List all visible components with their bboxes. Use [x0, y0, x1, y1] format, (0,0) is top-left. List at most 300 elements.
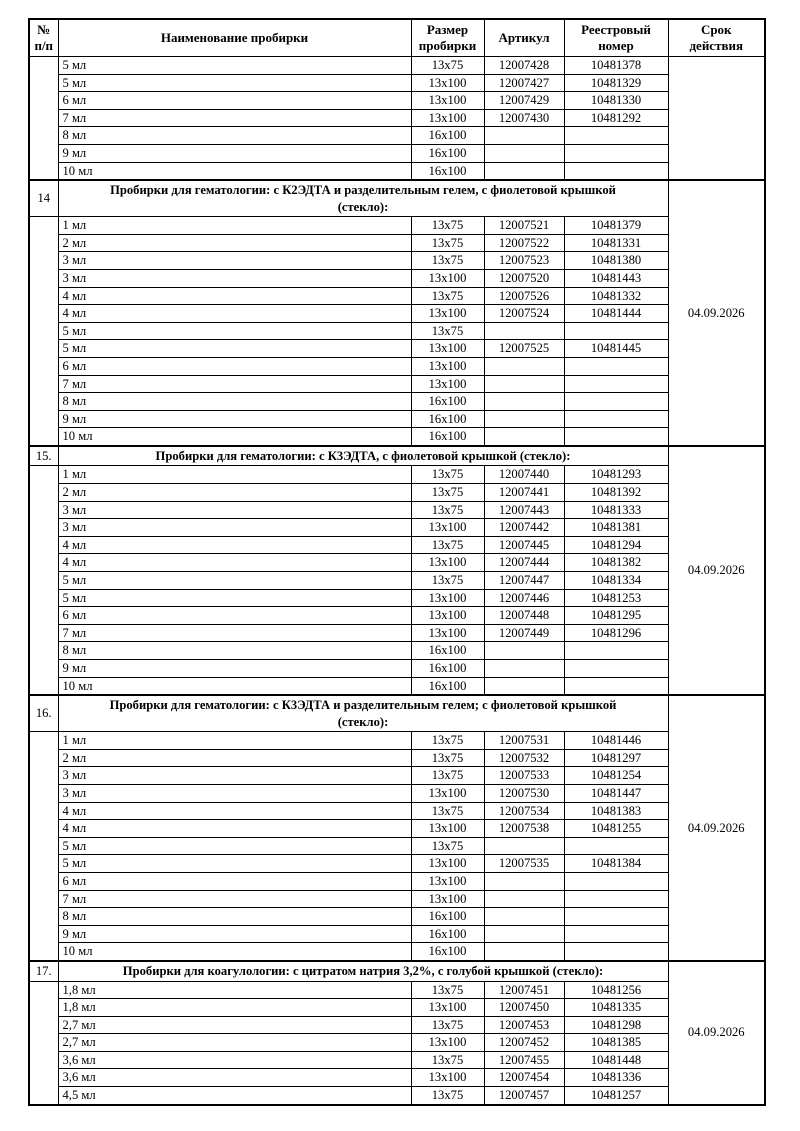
cell-size: 16x100 [411, 410, 484, 428]
section-header-row [29, 961, 765, 981]
cell-registry [564, 890, 668, 908]
cell-article [484, 925, 564, 943]
column-header-registry [564, 19, 668, 57]
section-number: 14 [29, 180, 58, 217]
cell-registry: 10481443 [564, 269, 668, 287]
cell-size: 13x100 [411, 305, 484, 323]
cell-size: 13x100 [411, 999, 484, 1017]
cell-article: 12007526 [484, 287, 564, 305]
cell-size: 16x100 [411, 943, 484, 961]
column-header-registry-line2: номер [598, 38, 634, 53]
cell-registry: 10481333 [564, 501, 668, 519]
cell-size: 13x75 [411, 749, 484, 767]
table-row [29, 340, 765, 358]
table-row [29, 872, 765, 890]
table-row [29, 802, 765, 820]
table-row [29, 943, 765, 961]
cell-registry: 10481295 [564, 607, 668, 625]
cell-name: 5 мл [58, 74, 411, 92]
cell-registry [564, 357, 668, 375]
table-header-row [29, 19, 765, 57]
cell-size: 13x100 [411, 519, 484, 537]
cell-article: 12007444 [484, 554, 564, 572]
cell-registry: 10481329 [564, 74, 668, 92]
cell-registry: 10481383 [564, 802, 668, 820]
cell-size: 16x100 [411, 393, 484, 411]
cell-registry: 10481254 [564, 767, 668, 785]
cell-name: 4,5 мл [58, 1087, 411, 1105]
cell-size: 13x100 [411, 589, 484, 607]
cell-size: 13x100 [411, 109, 484, 127]
cell-article [484, 375, 564, 393]
cell-size: 13x100 [411, 607, 484, 625]
cell-article: 12007455 [484, 1051, 564, 1069]
cell-article [484, 908, 564, 926]
cell-name: 8 мл [58, 127, 411, 145]
cell-name: 2 мл [58, 234, 411, 252]
cell-size: 13x75 [411, 1087, 484, 1105]
cell-name: 4 мл [58, 305, 411, 323]
cell-article: 12007451 [484, 981, 564, 999]
cell-registry: 10481444 [564, 305, 668, 323]
table-row [29, 466, 765, 484]
cell-registry: 10481392 [564, 484, 668, 502]
cell-name: 3 мл [58, 784, 411, 802]
cell-registry [564, 144, 668, 162]
column-header-size-line1: Размер [426, 22, 469, 37]
table-row [29, 749, 765, 767]
cell-article: 12007440 [484, 466, 564, 484]
column-header-validity-line2: действия [689, 38, 744, 53]
cell-registry: 10481256 [564, 981, 668, 999]
table-row [29, 428, 765, 446]
cell-name: 1,8 мл [58, 999, 411, 1017]
cell-registry [564, 393, 668, 411]
section-number-empty [29, 981, 58, 1105]
cell-registry: 10481445 [564, 340, 668, 358]
cell-article: 12007453 [484, 1016, 564, 1034]
table-row [29, 999, 765, 1017]
cell-article: 12007447 [484, 572, 564, 590]
cell-registry: 10481257 [564, 1087, 668, 1105]
cell-registry [564, 375, 668, 393]
table-row [29, 234, 765, 252]
cell-registry [564, 677, 668, 695]
cell-name: 6 мл [58, 872, 411, 890]
cell-size: 16x100 [411, 144, 484, 162]
column-header-validity-line1: Срок [700, 22, 732, 37]
table-row [29, 554, 765, 572]
section-number-empty [29, 57, 58, 181]
cell-size: 13x100 [411, 74, 484, 92]
cell-article [484, 660, 564, 678]
cell-size: 13x75 [411, 802, 484, 820]
product-table [28, 18, 766, 1106]
cell-name: 3,6 мл [58, 1051, 411, 1069]
table-row [29, 322, 765, 340]
cell-name: 10 мл [58, 428, 411, 446]
table-row [29, 410, 765, 428]
table-row [29, 1051, 765, 1069]
cell-name: 9 мл [58, 144, 411, 162]
cell-name: 5 мл [58, 57, 411, 75]
cell-article [484, 357, 564, 375]
cell-name: 4 мл [58, 287, 411, 305]
table-row [29, 536, 765, 554]
cell-article: 12007533 [484, 767, 564, 785]
cell-size: 13x75 [411, 767, 484, 785]
column-header-article: Артикул [484, 19, 564, 57]
cell-registry: 10481334 [564, 572, 668, 590]
cell-registry: 10481331 [564, 234, 668, 252]
column-header-size [411, 19, 484, 57]
cell-registry: 10481378 [564, 57, 668, 75]
cell-article [484, 642, 564, 660]
cell-registry [564, 410, 668, 428]
cell-article [484, 428, 564, 446]
cell-size: 13x75 [411, 57, 484, 75]
cell-registry: 10481297 [564, 749, 668, 767]
cell-name: 2,7 мл [58, 1034, 411, 1052]
cell-article: 12007531 [484, 732, 564, 750]
cell-registry: 10481253 [564, 589, 668, 607]
cell-name: 1,8 мл [58, 981, 411, 999]
cell-name: 5 мл [58, 322, 411, 340]
cell-article: 12007534 [484, 802, 564, 820]
cell-article: 12007532 [484, 749, 564, 767]
section-number: 16. [29, 695, 58, 732]
cell-size: 13x100 [411, 375, 484, 393]
cell-size: 13x100 [411, 92, 484, 110]
cell-registry [564, 642, 668, 660]
cell-size: 13x100 [411, 1034, 484, 1052]
table-row [29, 784, 765, 802]
cell-name: 8 мл [58, 908, 411, 926]
table-row [29, 162, 765, 180]
cell-name: 5 мл [58, 340, 411, 358]
section-number-empty [29, 466, 58, 695]
cell-registry [564, 943, 668, 961]
cell-name: 7 мл [58, 890, 411, 908]
section-number: 15. [29, 446, 58, 466]
cell-registry: 10481448 [564, 1051, 668, 1069]
cell-name: 8 мл [58, 642, 411, 660]
cell-article: 12007523 [484, 252, 564, 270]
cell-size: 13x75 [411, 536, 484, 554]
cell-article: 12007452 [484, 1034, 564, 1052]
table-row [29, 393, 765, 411]
validity-value [668, 57, 765, 181]
cell-registry: 10481255 [564, 820, 668, 838]
cell-name: 5 мл [58, 837, 411, 855]
cell-registry: 10481385 [564, 1034, 668, 1052]
section-number-empty [29, 217, 58, 446]
cell-article: 12007430 [484, 109, 564, 127]
cell-registry: 10481296 [564, 624, 668, 642]
cell-article: 12007448 [484, 607, 564, 625]
cell-article [484, 144, 564, 162]
cell-article: 12007443 [484, 501, 564, 519]
cell-article: 12007450 [484, 999, 564, 1017]
table-row [29, 589, 765, 607]
cell-article [484, 677, 564, 695]
cell-name: 7 мл [58, 375, 411, 393]
cell-article: 12007530 [484, 784, 564, 802]
cell-size: 13x75 [411, 981, 484, 999]
table-row [29, 624, 765, 642]
cell-name: 1 мл [58, 732, 411, 750]
cell-name: 7 мл [58, 624, 411, 642]
table-row [29, 501, 765, 519]
table-row [29, 252, 765, 270]
cell-article: 12007445 [484, 536, 564, 554]
cell-article [484, 322, 564, 340]
table-row [29, 837, 765, 855]
cell-article: 12007538 [484, 820, 564, 838]
table-row [29, 127, 765, 145]
cell-size: 16x100 [411, 162, 484, 180]
table-row [29, 1069, 765, 1087]
cell-name: 2 мл [58, 484, 411, 502]
cell-size: 13x75 [411, 322, 484, 340]
column-header-number [29, 19, 58, 57]
table-row [29, 607, 765, 625]
cell-size: 13x100 [411, 554, 484, 572]
cell-name: 10 мл [58, 162, 411, 180]
cell-name: 4 мл [58, 802, 411, 820]
cell-article: 12007521 [484, 217, 564, 235]
column-header-size-line2: пробирки [418, 38, 477, 53]
validity-value: 04.09.2026 [668, 180, 765, 446]
cell-size: 13x75 [411, 252, 484, 270]
cell-article: 12007454 [484, 1069, 564, 1087]
cell-size: 13x75 [411, 572, 484, 590]
cell-registry: 10481335 [564, 999, 668, 1017]
cell-size: 16x100 [411, 127, 484, 145]
table-row [29, 287, 765, 305]
table-row [29, 92, 765, 110]
table-row [29, 925, 765, 943]
cell-registry [564, 872, 668, 890]
cell-registry [564, 660, 668, 678]
cell-article: 12007457 [484, 1087, 564, 1105]
cell-name: 6 мл [58, 607, 411, 625]
cell-registry [564, 428, 668, 446]
validity-value: 04.09.2026 [668, 695, 765, 961]
cell-article: 12007520 [484, 269, 564, 287]
cell-size: 13x100 [411, 357, 484, 375]
table-row [29, 981, 765, 999]
section-title: Пробирки для коагулологии: с цитратом натрия 3,2%, с голубой крышкой (стекло): [58, 961, 668, 981]
cell-article: 12007427 [484, 74, 564, 92]
section-number-empty [29, 732, 58, 961]
cell-size: 13x75 [411, 1016, 484, 1034]
table-row [29, 484, 765, 502]
table-row [29, 572, 765, 590]
cell-name: 6 мл [58, 92, 411, 110]
column-header-registry-line1: Реестровый [581, 22, 651, 37]
cell-article: 12007449 [484, 624, 564, 642]
section-header-row [29, 180, 765, 217]
cell-registry: 10481292 [564, 109, 668, 127]
cell-name: 10 мл [58, 677, 411, 695]
cell-registry: 10481447 [564, 784, 668, 802]
cell-name: 5 мл [58, 572, 411, 590]
cell-size: 13x100 [411, 820, 484, 838]
cell-name: 2 мл [58, 749, 411, 767]
cell-name: 3 мл [58, 767, 411, 785]
cell-name: 2,7 мл [58, 1016, 411, 1034]
section-title: Пробирки для гематологии: с К3ЭДТА, с фиолетовой крышкой (стекло): [58, 446, 668, 466]
cell-article: 12007524 [484, 305, 564, 323]
cell-article: 12007522 [484, 234, 564, 252]
cell-size: 16x100 [411, 677, 484, 695]
cell-article: 12007428 [484, 57, 564, 75]
cell-size: 13x75 [411, 501, 484, 519]
table-row [29, 890, 765, 908]
cell-name: 5 мл [58, 589, 411, 607]
cell-name: 10 мл [58, 943, 411, 961]
cell-name: 4 мл [58, 554, 411, 572]
cell-registry [564, 908, 668, 926]
section-number: 17. [29, 961, 58, 981]
column-header-validity [668, 19, 765, 57]
cell-size: 13x100 [411, 784, 484, 802]
cell-name: 4 мл [58, 820, 411, 838]
cell-registry [564, 925, 668, 943]
table-row [29, 109, 765, 127]
table-row [29, 677, 765, 695]
cell-name: 3 мл [58, 519, 411, 537]
cell-registry: 10481298 [564, 1016, 668, 1034]
table-row [29, 767, 765, 785]
cell-size: 13x100 [411, 624, 484, 642]
cell-size: 13x100 [411, 1069, 484, 1087]
cell-registry [564, 127, 668, 145]
cell-registry [564, 322, 668, 340]
cell-name: 8 мл [58, 393, 411, 411]
cell-name: 6 мл [58, 357, 411, 375]
table-row [29, 375, 765, 393]
cell-registry: 10481330 [564, 92, 668, 110]
table-row [29, 660, 765, 678]
cell-article [484, 837, 564, 855]
cell-size: 13x75 [411, 466, 484, 484]
cell-article: 12007525 [484, 340, 564, 358]
table-row [29, 820, 765, 838]
table-row [29, 57, 765, 75]
cell-size: 13x75 [411, 484, 484, 502]
cell-size: 13x100 [411, 855, 484, 873]
cell-registry: 10481382 [564, 554, 668, 572]
cell-size: 13x100 [411, 340, 484, 358]
cell-article: 12007535 [484, 855, 564, 873]
table-body [29, 57, 765, 1105]
section-title: Пробирки для гематологии: с К3ЭДТА и разделительным гелем; с фиолетовой крышкой (стекло): [58, 695, 668, 732]
cell-size: 13x100 [411, 890, 484, 908]
column-header-number-line1: № [37, 22, 51, 37]
cell-article: 12007442 [484, 519, 564, 537]
section-header-row [29, 446, 765, 466]
cell-size: 16x100 [411, 908, 484, 926]
cell-registry: 10481336 [564, 1069, 668, 1087]
cell-size: 13x75 [411, 732, 484, 750]
table-row [29, 855, 765, 873]
cell-size: 13x75 [411, 837, 484, 855]
cell-name: 7 мл [58, 109, 411, 127]
cell-article: 12007446 [484, 589, 564, 607]
cell-article: 12007441 [484, 484, 564, 502]
table-row [29, 74, 765, 92]
cell-article [484, 162, 564, 180]
table-row [29, 357, 765, 375]
cell-name: 5 мл [58, 855, 411, 873]
cell-size: 13x100 [411, 269, 484, 287]
cell-name: 3 мл [58, 252, 411, 270]
cell-size: 13x100 [411, 872, 484, 890]
table-row [29, 732, 765, 750]
table-row [29, 144, 765, 162]
cell-size: 16x100 [411, 925, 484, 943]
cell-article [484, 890, 564, 908]
cell-name: 1 мл [58, 466, 411, 484]
table-row [29, 908, 765, 926]
column-header-name: Наименование пробирки [58, 19, 411, 57]
table-row [29, 519, 765, 537]
table-row [29, 305, 765, 323]
table-row [29, 217, 765, 235]
cell-size: 16x100 [411, 428, 484, 446]
cell-article [484, 127, 564, 145]
cell-name: 4 мл [58, 536, 411, 554]
cell-name: 3 мл [58, 501, 411, 519]
table-row [29, 1034, 765, 1052]
cell-size: 13x75 [411, 217, 484, 235]
cell-registry: 10481446 [564, 732, 668, 750]
cell-name: 3 мл [58, 269, 411, 287]
cell-registry [564, 162, 668, 180]
cell-article [484, 410, 564, 428]
table-row [29, 642, 765, 660]
cell-size: 16x100 [411, 642, 484, 660]
cell-size: 13x75 [411, 287, 484, 305]
cell-name: 9 мл [58, 410, 411, 428]
cell-registry: 10481332 [564, 287, 668, 305]
cell-article [484, 943, 564, 961]
validity-value: 04.09.2026 [668, 446, 765, 695]
section-title: Пробирки для гематологии: с К2ЭДТА и разделительным гелем, с фиолетовой крышкой (стекло): [58, 180, 668, 217]
cell-registry: 10481380 [564, 252, 668, 270]
section-header-row [29, 695, 765, 732]
validity-value: 04.09.2026 [668, 961, 765, 1105]
table-row [29, 1087, 765, 1105]
cell-name: 1 мл [58, 217, 411, 235]
table-row [29, 1016, 765, 1034]
cell-registry: 10481293 [564, 466, 668, 484]
cell-article [484, 393, 564, 411]
cell-size: 13x75 [411, 1051, 484, 1069]
cell-name: 3,6 мл [58, 1069, 411, 1087]
cell-registry [564, 837, 668, 855]
cell-article: 12007429 [484, 92, 564, 110]
cell-registry: 10481384 [564, 855, 668, 873]
cell-registry: 10481294 [564, 536, 668, 554]
cell-size: 13x75 [411, 234, 484, 252]
cell-registry: 10481381 [564, 519, 668, 537]
cell-size: 16x100 [411, 660, 484, 678]
column-header-number-line2: п/п [34, 38, 54, 53]
cell-name: 9 мл [58, 925, 411, 943]
